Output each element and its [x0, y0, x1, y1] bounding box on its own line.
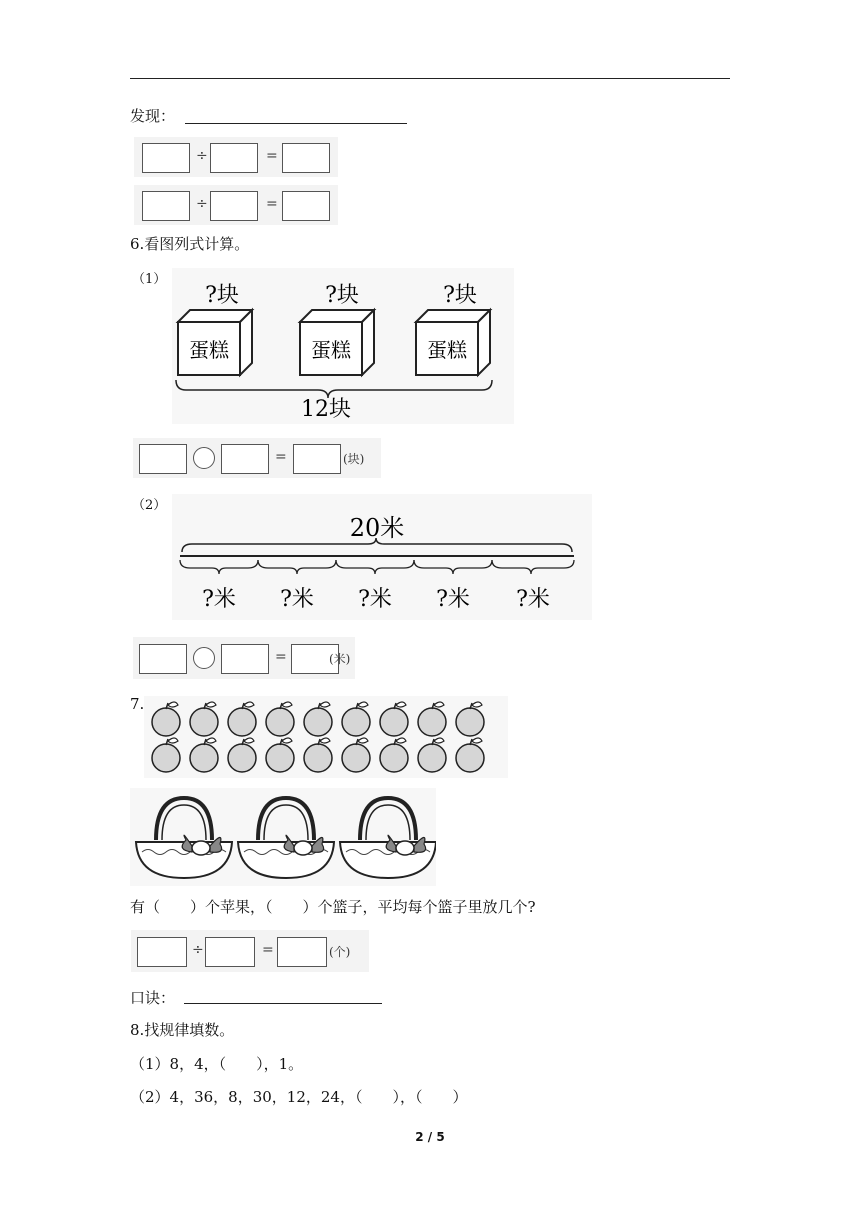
cake-label: 蛋糕 — [189, 338, 229, 362]
equals-sign: = — [266, 148, 278, 164]
divide-sign: ÷ — [196, 196, 208, 212]
cake-label: 蛋糕 — [311, 338, 351, 362]
segment-label: ?米 — [202, 587, 236, 612]
answer-box[interactable] — [277, 937, 327, 967]
equals-sign: = — [262, 942, 274, 958]
operator-circle[interactable] — [193, 647, 215, 669]
apples-figure — [144, 696, 508, 778]
answer-box[interactable] — [282, 191, 330, 221]
q6-title: 6.看图列式计算。 — [130, 235, 250, 253]
divide-sign: ÷ — [196, 148, 208, 164]
answer-box[interactable] — [139, 644, 187, 674]
segment-label: ?米 — [358, 587, 392, 612]
segment-label: ?米 — [436, 587, 470, 612]
rope-figure — [172, 494, 592, 620]
cake-count-label: ?块 — [443, 283, 477, 308]
q6-part2-equation — [133, 637, 355, 679]
q6-part2-label: （2） — [132, 498, 167, 513]
q8-title: 8.找规律填数。 — [130, 1021, 235, 1039]
cake-count-label: ?块 — [325, 283, 359, 308]
unit-label: (个) — [329, 945, 351, 959]
cake-label: 蛋糕 — [427, 338, 467, 362]
answer-box[interactable] — [137, 937, 187, 967]
page-number: 2 / 5 — [415, 1130, 445, 1144]
answer-box[interactable] — [210, 143, 258, 173]
segment-label: ?米 — [280, 587, 314, 612]
answer-box[interactable] — [142, 143, 190, 173]
equals-sign: = — [275, 449, 287, 465]
baskets-figure — [130, 788, 436, 886]
rhyme-blank[interactable] — [184, 1003, 382, 1004]
divide-sign: ÷ — [192, 942, 204, 958]
unit-label: (块) — [343, 452, 365, 466]
answer-box[interactable] — [293, 444, 341, 474]
cake-total-label: 12块 — [301, 397, 351, 422]
answer-box[interactable] — [282, 143, 330, 173]
q8-line2: （2）4，36，8，30，12，24，（ ），（ ） — [130, 1088, 468, 1106]
q6-part1-label: （1） — [132, 272, 167, 287]
answer-box[interactable] — [210, 191, 258, 221]
q6-part1-equation — [133, 438, 381, 478]
division-equation-2 — [134, 185, 338, 225]
segment-label: ?米 — [516, 587, 550, 612]
unit-label: (米) — [329, 652, 351, 666]
answer-box[interactable] — [139, 444, 187, 474]
q7-number: 7. — [130, 695, 145, 713]
operator-circle[interactable] — [193, 447, 215, 469]
answer-box[interactable] — [205, 937, 255, 967]
header-rule — [130, 78, 730, 79]
q7-equation — [131, 930, 369, 972]
discover-blank[interactable] — [185, 123, 407, 124]
cake-figure — [172, 268, 514, 424]
q7-question: 有（ ）个苹果，（ ）个篮子，平均每个篮子里放几个? — [130, 898, 536, 916]
rhyme-label: 口诀： — [130, 989, 176, 1007]
rope-total-label: 20米 — [349, 514, 405, 542]
answer-box[interactable] — [221, 644, 269, 674]
cake-count-label: ?块 — [205, 283, 239, 308]
discover-label: 发现： — [130, 107, 176, 125]
equals-sign: = — [275, 649, 287, 665]
answer-box[interactable] — [142, 191, 190, 221]
equals-sign: = — [266, 196, 278, 212]
division-equation-1 — [134, 137, 338, 177]
q8-line1: （1）8，4，（ ），1。 — [130, 1055, 304, 1073]
answer-box[interactable] — [221, 444, 269, 474]
